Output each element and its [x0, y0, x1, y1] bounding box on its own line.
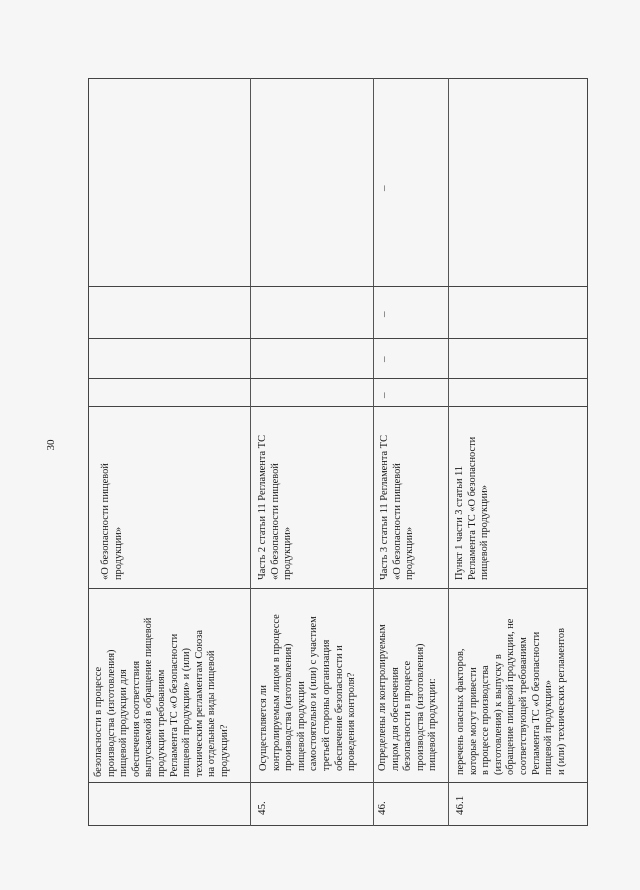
empty-mark: –: [378, 185, 390, 191]
row-number: 46.: [376, 801, 388, 815]
row-number: 46.1: [454, 795, 466, 815]
reference-text: Пункт 1 части 3 статьи 11 Регламента ТС «О безопасности пищевой продукции»: [454, 436, 491, 580]
empty-mark: –: [378, 356, 390, 362]
question-text: Определены ли контролируемым лицом для обеспечения безопасности в процессе производства (изготовления) пищевой продукции:: [377, 624, 439, 771]
column-divider: [88, 378, 588, 379]
column-divider: [88, 588, 588, 589]
row-divider: [250, 78, 251, 826]
page-number: 30: [45, 439, 57, 451]
question-text: Осуществляется ли контролируемым лицом в процессе производства (изготовления) пищевой продукции самостоятельно и (или) с участием третьей стороны организация обеспечение безопасности и проведения контроля?: [258, 614, 358, 771]
column-divider: [88, 338, 588, 339]
column-divider: [88, 286, 588, 287]
question-text: перечень опасных факторов, которые могут привести в процессе производства (изготовления) к выпуску в обращение пищевой продукции, не соответствующей требованиям Регламента ТС «О безопасности пищевой продукции» и (или) технических регламентов: [455, 618, 567, 775]
row-divider: [373, 78, 374, 826]
reference-text: Часть 3 статьи 11 Регламента ТС «О безопасности пищевой продукции»: [379, 435, 416, 580]
row-number: 45.: [256, 801, 268, 815]
empty-mark: –: [378, 311, 390, 317]
reference-text: Часть 2 статьи 11 Регламента ТС «О безопасности пищевой продукции»: [257, 435, 294, 580]
question-text: безопасности в процессе производства (изготовления) пищевой продукции для обеспечения соответствия выпускаемой в обращение пищевой продукции требованиям Регламента ТС «О безопасности пищевой продукции» и (или) техническим регламентам Союза на отдельные виды пищевой продукции?: [93, 617, 230, 777]
column-divider: [88, 782, 588, 783]
reference-text: «О безопасности пищевой продукции»: [100, 463, 124, 580]
column-divider: [88, 406, 588, 407]
row-divider: [448, 78, 449, 826]
empty-mark: –: [378, 392, 390, 398]
